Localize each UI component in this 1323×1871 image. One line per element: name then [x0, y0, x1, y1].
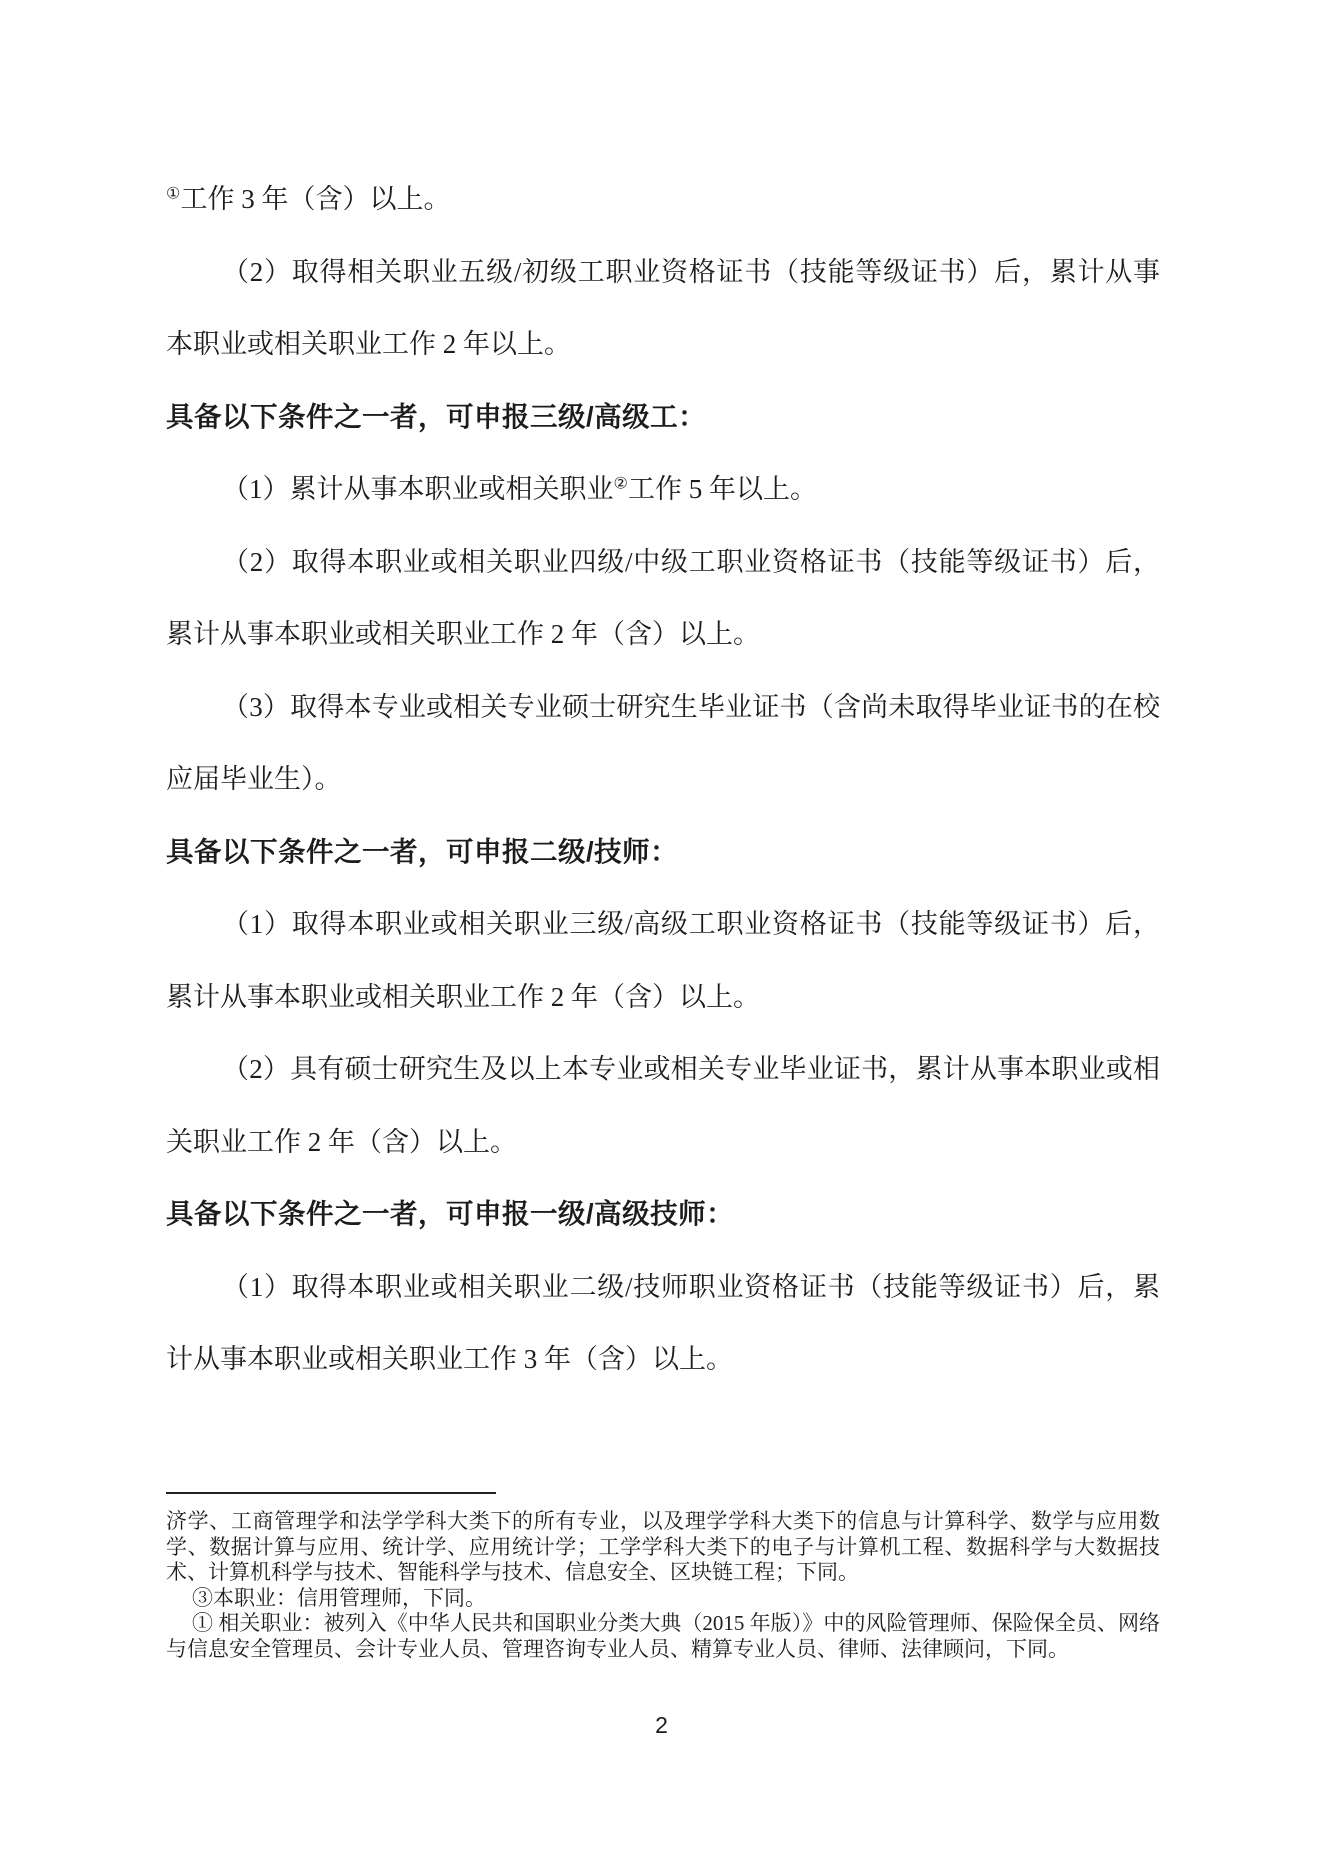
paragraph-text: （1）取得本职业或相关职业二级/技师职业资格证书（技能等级证书）后，累计从事本职业或相关职业工作 3 年（含）以上。: [166, 1271, 1160, 1374]
heading-level3-requirements: [166, 381, 1160, 454]
heading-level2-requirements: [166, 816, 1160, 889]
footnote-marker: ①: [192, 1611, 214, 1635]
heading-text: 具备以下条件之一者，可申报一级/高级技师：: [166, 1198, 735, 1229]
footnote-3: [166, 1586, 1160, 1612]
paragraph-continuation: [166, 163, 1160, 236]
heading-text: 具备以下条件之一者，可申报二级/技师：: [166, 835, 679, 867]
paragraph-item-1-level1: [166, 1251, 1160, 1396]
paragraph-text: 工作 3 年（含）以上。: [180, 184, 451, 214]
heading-level1-requirements: [166, 1178, 1160, 1251]
paragraph-text: （1）取得本职业或相关职业三级/高级工职业资格证书（技能等级证书）后，累计从事本职业或相关职业工作 2 年（含）以上。: [166, 909, 1160, 1012]
paragraph-text: 工作 5 年以上。: [628, 474, 818, 504]
paragraph-text: （2）取得相关职业五级/初级工职业资格证书（技能等级证书）后，累计从事本职业或相关职业工作 2 年以上。: [166, 256, 1160, 359]
paragraph-item-2-level2: [166, 1033, 1160, 1178]
paragraph-item-2-level3: [166, 526, 1160, 671]
paragraph-item-1-level3: [166, 453, 1160, 526]
document-body: [166, 163, 1160, 1396]
footnote-reference-2: ②: [613, 474, 629, 493]
paragraph-item-3-level3: [166, 671, 1160, 816]
footnote-marker: ③: [192, 1585, 213, 1610]
footnotes-section: [166, 1509, 1160, 1662]
heading-text: 具备以下条件之一者，可申报三级/高级工：: [166, 400, 707, 432]
page-number: 2: [655, 1712, 668, 1738]
footnote-text: 相关职业：被列入《中华人民共和国职业分类大典（2015 年版）》中的风险管理师、保险保全员、网络与信息安全管理员、会计专业人员、管理咨询专业人员、精算专业人员、律师、法律顾问，下同。: [166, 1611, 1160, 1661]
paragraph-text: （2）取得本职业或相关职业四级/中级工职业资格证书（技能等级证书）后，累计从事本职业或相关职业工作 2 年（含）以上。: [166, 546, 1160, 649]
footnote-text: 本职业：信用管理师，下同。: [213, 1585, 486, 1610]
footnote-reference-1: ①: [166, 184, 181, 203]
paragraph-text: （3）取得本专业或相关专业硕士研究生毕业证书（含尚未取得毕业证书的在校应届毕业生）。: [166, 691, 1160, 794]
footnote-1: [166, 1611, 1160, 1662]
footnote-separator-line: [166, 1492, 496, 1494]
paragraph-item-2-level4: [166, 236, 1160, 381]
paragraph-text: （1）累计从事本职业或相关职业: [222, 474, 614, 504]
paragraph-text: （2）具有硕士研究生及以上本专业或相关专业毕业证书，累计从事本职业或相关职业工作 2 年（含）以上。: [166, 1054, 1160, 1157]
footnote-continuation: [166, 1509, 1160, 1586]
paragraph-item-1-level2: [166, 888, 1160, 1033]
footnote-text: 济学、工商管理学和法学学科大类下的所有专业，以及理学学科大类下的信息与计算科学、数学与应用数学、数据计算与应用、统计学、应用统计学；工学学科大类下的电子与计算机工程、数据科学与大数据技术、计算机科学与技术、智能科学与技术、信息安全、区块链工程；下同。: [166, 1509, 1160, 1584]
